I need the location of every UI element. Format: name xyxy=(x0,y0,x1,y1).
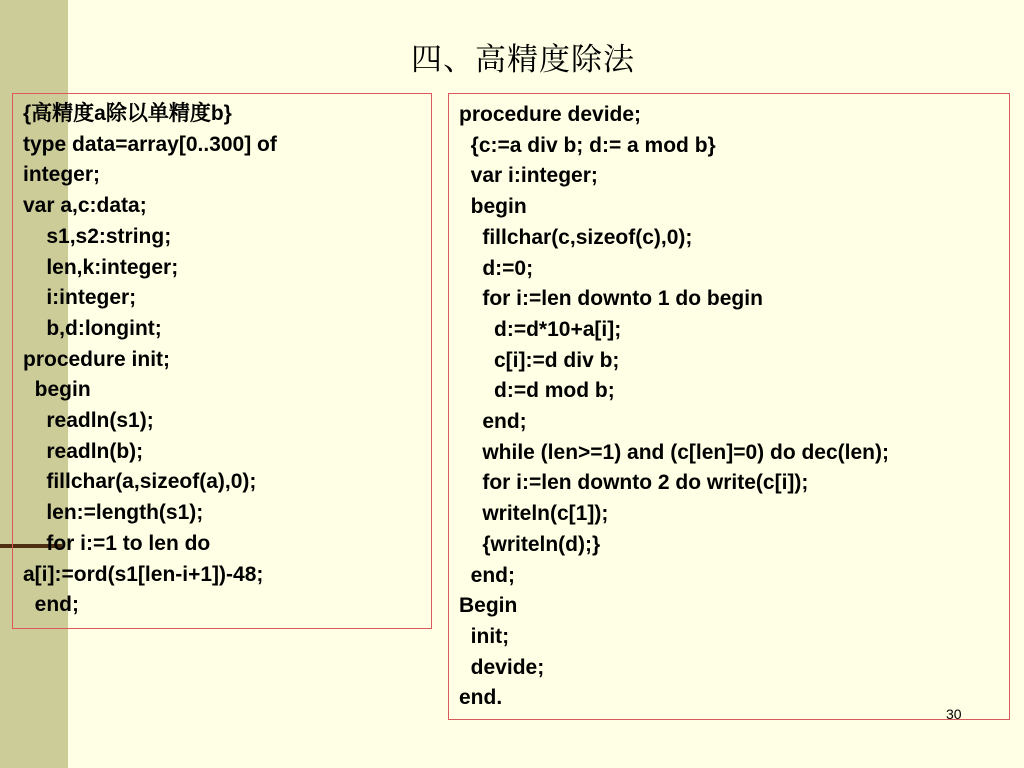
right-code-line: {writeln(d);} xyxy=(459,532,601,556)
right-code-line: d:=0; xyxy=(459,256,534,280)
left-code-box xyxy=(12,93,432,629)
right-code-line: end. xyxy=(459,686,503,710)
left-code-line: readln(s1); xyxy=(23,409,154,433)
left-code-line: type data=array[0..300] of xyxy=(23,132,277,156)
right-code-line: {c:=a div b; d:= a mod b} xyxy=(459,133,716,157)
left-code-line: s1,s2:string; xyxy=(23,224,172,248)
right-code-line: procedure devide; xyxy=(459,103,642,126)
right-code-line: d:=d*10+a[i]; xyxy=(459,317,622,341)
right-code-line: begin xyxy=(459,195,527,219)
left-code-line: var a,c:data; xyxy=(23,194,147,218)
left-code-line: integer; xyxy=(23,163,101,187)
right-code-line: while (len>=1) and (c[len]=0) do dec(len); xyxy=(459,440,889,464)
slide-title: 四、高精度除法 xyxy=(411,42,635,77)
right-code-line: Begin xyxy=(459,594,518,618)
left-code-line: end; xyxy=(23,593,79,617)
left-code-line: a[i]:=ord(s1[len-i+1])-48; xyxy=(23,562,264,586)
right-code-line: for i:=len downto 2 do write(c[i]); xyxy=(459,471,809,495)
right-code-line: init; xyxy=(459,624,510,648)
right-code-line: end; xyxy=(459,563,515,587)
right-code-line: writeln(c[1]); xyxy=(459,502,609,526)
left-code-line: i:integer; xyxy=(23,286,137,310)
left-code-line: len,k:integer; xyxy=(23,255,179,279)
left-code-line: for i:=1 to len do xyxy=(23,531,211,555)
right-code-box xyxy=(448,93,1010,720)
left-code-line: procedure init; xyxy=(23,347,171,371)
left-code-line: begin xyxy=(23,378,91,402)
right-code-line: end; xyxy=(459,410,527,434)
right-code-line: d:=d mod b; xyxy=(459,379,615,403)
left-code-line: readln(b); xyxy=(23,439,144,463)
right-code-line: devide; xyxy=(459,655,545,679)
left-code-line: len:=length(s1); xyxy=(23,501,204,525)
right-code-line: fillchar(c,sizeof(c),0); xyxy=(459,225,693,249)
right-code-line: c[i]:=d div b; xyxy=(459,348,620,372)
page-number: 30 xyxy=(946,706,962,722)
right-code-line: var i:integer; xyxy=(459,164,598,188)
left-code-line: {高精度a除以单精度b} xyxy=(23,102,232,125)
left-code-line: b,d:longint; xyxy=(23,316,162,340)
right-code-line: for i:=len downto 1 do begin xyxy=(459,287,763,311)
left-code-line: fillchar(a,sizeof(a),0); xyxy=(23,470,257,494)
